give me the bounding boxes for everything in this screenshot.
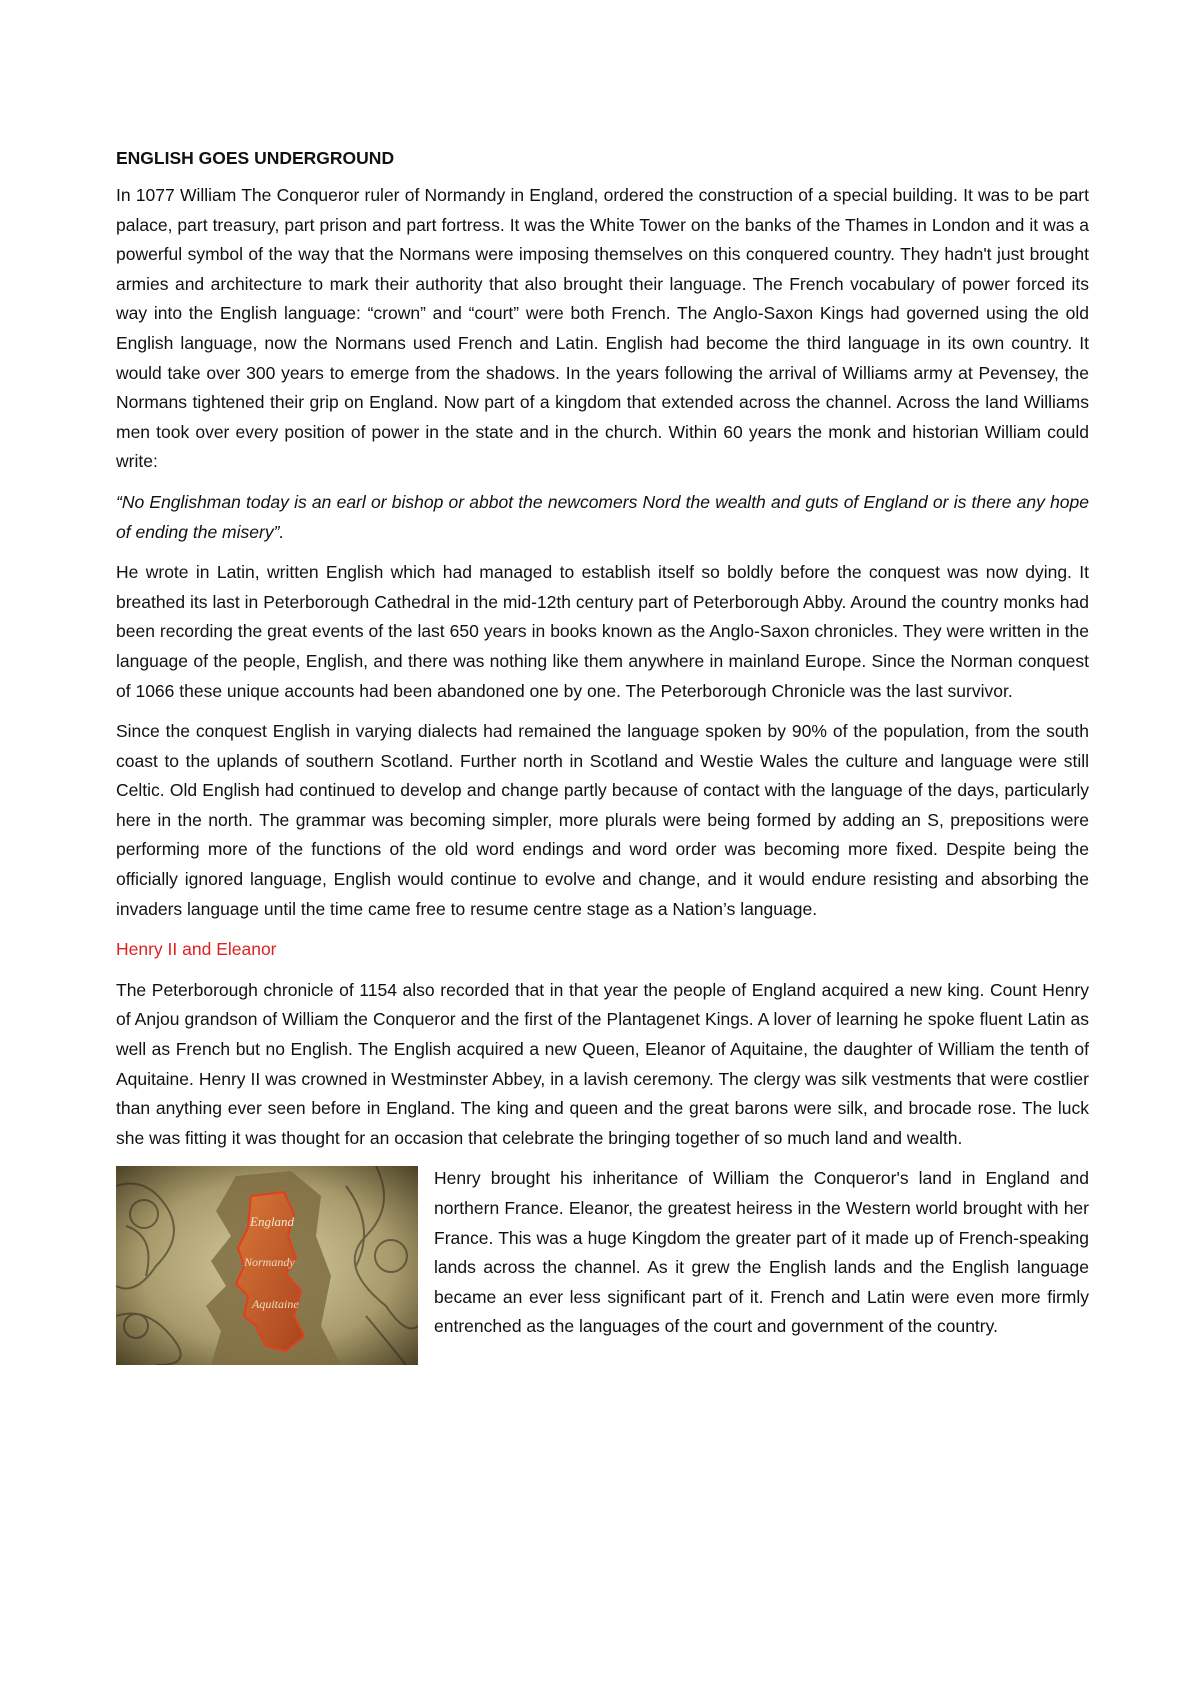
quote-paragraph: “No Englishman today is an earl or bishop or abbot the newcomers Nord the wealth and guts of England or is there any hope of ending the misery”. (116, 491, 1089, 542)
paragraph-chronicle-1154: The Peterborough chronicle of 1154 also recorded that in that year the people of England acquired a new king. Count Henry of Anjou grandson of William the Conqueror and the first of the Plantagenet Kings. A lover of learning he spoke fluent Latin as well as French but no English. The English acquired a new Queen, Eleanor of Aquitaine, the daughter of William the tenth of Aquitaine. Henry II was crowned in Westminster Abbey, in a lavish ceremony. The clergy was silk vestments that were costlier than anything ever seen before in England. The king and queen and the great barons were silk, and brocade rose. The luck she was fitting it was thought for an occasion that celebrate the bringing together of so much land and wealth. (116, 979, 1089, 1148)
paragraph-inheritance: Henry brought his inheritance of William the Conqueror's land in England and northern France. Eleanor, the greatest heiress in the Western world brought with her France. This was a huge Kingdom the greater part of it made up of French-speaking lands across the channel. As it grew the English lands and the English language became an ever less significant part of it. French and Latin were even more firmly entrenched as the languages of the court and government of the country. (434, 1168, 1089, 1337)
paragraph-intro: In 1077 William The Conqueror ruler of Normandy in England, ordered the construction of a special building. It was to be part palace, part treasury, part prison and part fortress. It was the White Tower on the banks of the Thames in London and it was a powerful symbol of the way that the Normans were imposing themselves on this conquered country. They hadn't just brought armies and architecture to mark their authority that also brought their language. The French vocabulary of power forced its way into the English language: “crown” and “court” were both French. The Anglo-Saxon Kings had governed using the old English language, now the Normans used French and Latin. English had become the third language in its own country. It would take over 300 years to emerge from the shadows. In the years following the arrival of Williams army at Pevensey, the Normans tightened their grip on England. Now part of a kingdom that extended across the channel. Across the land Williams men took over every position of power in the state and in the church. Within 60 years the monk and historian William could write: (116, 185, 1089, 472)
document-title: ENGLISH GOES UNDERGROUND (116, 148, 395, 168)
section-heading-henry-eleanor: Henry II and Eleanor (116, 939, 277, 960)
document-page (116, 146, 1089, 1369)
map-label-england: England (250, 1214, 295, 1230)
map-illustration (116, 1166, 418, 1365)
map-label-normandy: Normandy (244, 1255, 295, 1270)
paragraph-latin: He wrote in Latin, written English which had managed to establish itself so boldly before the conquest was now dying. It breathed its last in Peterborough Cathedral in the mid-12th century part of Peterborough Abby. Around the country monks had been recording the great events of the last 650 years in books known as the Anglo-Saxon chronicles. They were written in the language of the people, English, and there was nothing like them anywhere in mainland Europe. Since the Norman conquest of 1066 these unique accounts had been abandoned one by one. The Peterborough Chronicle was the last survivor. (116, 562, 1089, 701)
paragraph-conquest: Since the conquest English in varying dialects had remained the language spoken by 90% of the population, from the south coast to the uplands of southern Scotland. Further north in Scotland and Westie Wales the culture and language were still Celtic. Old English had continued to develop and change partly because of contact with the language of the days, particularly here in the north. The grammar was becoming simpler, more plurals were being formed by adding an S, prepositions were performing more of the functions of the old word endings and word order was becoming more fixed. Despite being the officially ignored language, English would continue to evolve and change, and it would endure resisting and absorbing the invaders language until the time came free to resume centre stage as a Nation’s language. (116, 721, 1089, 919)
map-label-aquitaine: Aquitaine (252, 1297, 299, 1312)
map-figure (116, 1166, 418, 1365)
